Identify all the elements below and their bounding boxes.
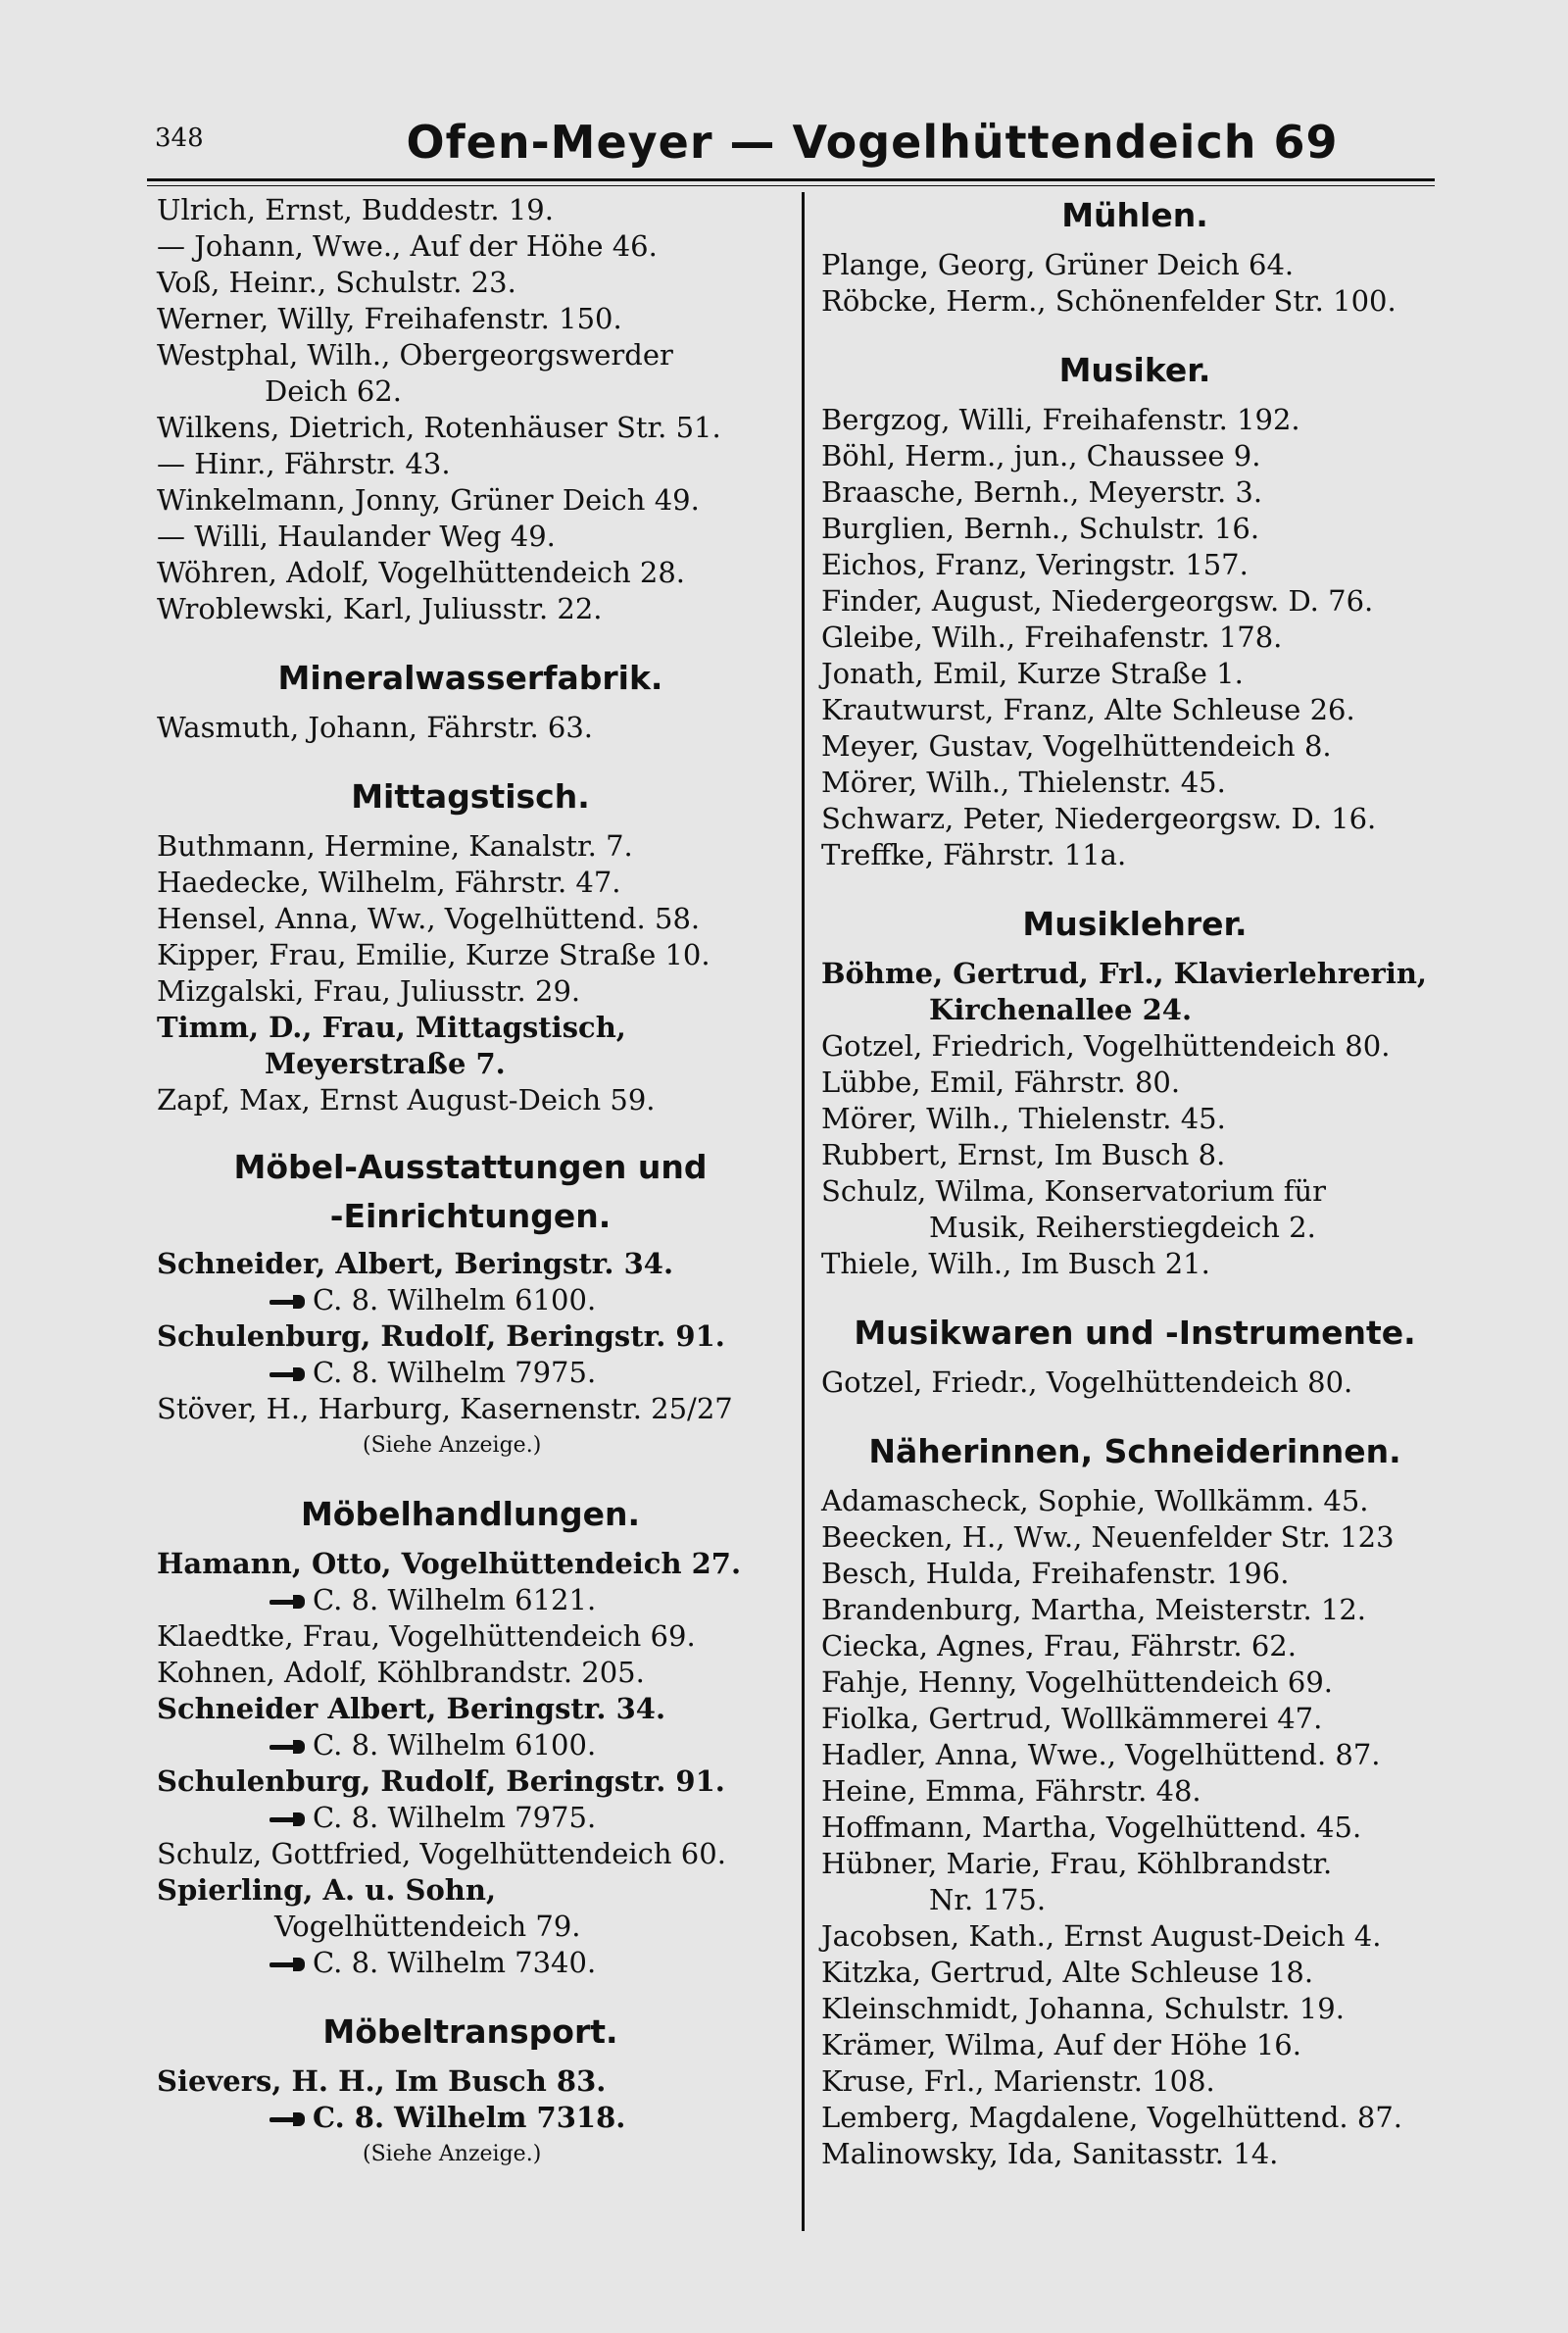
list-item: Timm, D., Frau, Mittagstisch,	[157, 1011, 626, 1044]
list-item-continuation: Deich 62.	[265, 374, 402, 408]
list-item: Haedecke, Wilhelm, Fährstr. 47.	[157, 866, 621, 899]
telephone-icon	[270, 1740, 307, 1754]
list-item: Krautwurst, Franz, Alte Schleuse 26.	[821, 693, 1355, 726]
list-item: Böhme, Gertrud, Frl., Klavierlehrerin,	[821, 957, 1428, 990]
phone-number: C. 8. Wilhelm 7340.	[313, 1946, 597, 1979]
phone-number: C. 8. Wilhelm 6100.	[313, 1728, 597, 1762]
section-heading: Möbeltransport.	[322, 2012, 618, 2051]
list-item-continuation: Kirchenallee 24.	[929, 993, 1193, 1026]
list-item: Kohnen, Adolf, Köhlbrandstr. 205.	[157, 1656, 645, 1689]
list-item: Ciecka, Agnes, Frau, Fährstr. 62.	[821, 1629, 1297, 1663]
header-rule	[147, 178, 1435, 181]
phone-number: C. 8. Wilhelm 7975.	[313, 1801, 597, 1834]
list-item: Jacobsen, Kath., Ernst August-Deich 4.	[821, 1919, 1382, 1953]
phone-number: C. 8. Wilhelm 7975.	[313, 1356, 597, 1389]
list-item: Hadler, Anna, Wwe., Vogelhüttend. 87.	[821, 1738, 1381, 1771]
list-item: Winkelmann, Jonny, Grüner Deich 49.	[157, 483, 700, 517]
list-item: Röbcke, Herm., Schönenfelder Str. 100.	[821, 284, 1396, 318]
phone-line	[157, 1800, 784, 1836]
list-item: Lübbe, Emil, Fährstr. 80.	[821, 1066, 1181, 1099]
list-item: Kipper, Frau, Emilie, Kurze Straße 10.	[157, 938, 710, 971]
header-rule-thin	[147, 185, 1435, 186]
telephone-icon	[270, 2112, 307, 2126]
list-item: Kitzka, Gertrud, Alte Schleuse 18.	[821, 1956, 1314, 1989]
phone-line	[157, 1945, 784, 1981]
left-column	[157, 192, 784, 2172]
list-item-continuation: Vogelhüttendeich 79.	[274, 1910, 581, 1943]
section-heading: Musikwaren und -Instrumente.	[854, 1314, 1416, 1352]
list-item: Malinowsky, Ida, Sanitasstr. 14.	[821, 2137, 1279, 2170]
list-item: Beecken, H., Ww., Neuenfelder Str. 123	[821, 1520, 1395, 1554]
list-item: Schulenburg, Rudolf, Beringstr. 91.	[157, 1764, 725, 1798]
running-head: Ofen-Meyer — Vogelhüttendeich 69	[406, 116, 1339, 169]
phone-number: C. 8. Wilhelm 7318.	[313, 2101, 626, 2134]
list-item: Schulz, Gottfried, Vogelhüttendeich 60.	[157, 1837, 726, 1870]
list-item: Mörer, Wilh., Thielenstr. 45.	[821, 766, 1226, 799]
phone-line	[157, 2100, 784, 2136]
telephone-icon	[270, 1367, 307, 1381]
list-item: Schulenburg, Rudolf, Beringstr. 91.	[157, 1319, 725, 1353]
list-item: Eichos, Franz, Veringstr. 157.	[821, 548, 1249, 581]
section-heading: Näherinnen, Schneiderinnen.	[868, 1432, 1401, 1470]
list-item: Stöver, H., Harburg, Kasernenstr. 25/27	[157, 1392, 733, 1425]
list-item: Besch, Hulda, Freihafenstr. 196.	[821, 1557, 1290, 1590]
list-item: Wöhren, Adolf, Vogelhüttendeich 28.	[157, 556, 685, 589]
section-heading: Musiker.	[1058, 351, 1211, 389]
list-item-continuation: Musik, Reiherstiegdeich 2.	[929, 1211, 1316, 1244]
telephone-icon	[270, 1812, 307, 1826]
list-item: Mörer, Wilh., Thielenstr. 45.	[821, 1102, 1226, 1135]
list-item: Werner, Willy, Freihafenstr. 150.	[157, 302, 622, 335]
list-item: Hoffmann, Martha, Vogelhüttend. 45.	[821, 1811, 1362, 1844]
list-item: Westphal, Wilh., Obergeorgswerder	[157, 338, 673, 372]
phone-line	[157, 1355, 784, 1391]
list-item: Schulz, Wilma, Konservatorium für	[821, 1174, 1327, 1208]
list-item: Krämer, Wilma, Auf der Höhe 16.	[821, 2028, 1301, 2061]
list-item: Gotzel, Friedr., Vogelhüttendeich 80.	[821, 1365, 1353, 1399]
section-heading: Möbel-Ausstattungen und	[233, 1148, 708, 1186]
list-item: — Hinr., Fährstr. 43.	[157, 447, 451, 480]
phone-line	[157, 1282, 784, 1318]
list-item: Hamann, Otto, Vogelhüttendeich 27.	[157, 1547, 742, 1580]
list-item: Schneider Albert, Beringstr. 34.	[157, 1692, 666, 1725]
list-item: Brandenburg, Martha, Meisterstr. 12.	[821, 1593, 1367, 1626]
list-item: Ulrich, Ernst, Buddestr. 19.	[157, 193, 554, 226]
list-item: Kleinschmidt, Johanna, Schulstr. 19.	[821, 1992, 1345, 2025]
list-item: Gleibe, Wilh., Freihafenstr. 178.	[821, 620, 1283, 654]
list-item: Treffke, Fährstr. 11a.	[821, 838, 1127, 871]
list-item: Hensel, Anna, Ww., Vogelhüttend. 58.	[157, 902, 701, 935]
list-item: Jonath, Emil, Kurze Straße 1.	[821, 657, 1244, 690]
list-item: Thiele, Wilh., Im Busch 21.	[821, 1247, 1210, 1280]
list-item: Finder, August, Niedergeorgsw. D. 76.	[821, 584, 1374, 618]
list-item: Burglien, Bernh., Schulstr. 16.	[821, 512, 1260, 545]
see-advert-note: (Siehe Anzeige.)	[363, 2142, 542, 2166]
list-item: Adamascheck, Sophie, Wollkämm. 45.	[821, 1484, 1369, 1517]
section-heading-cont: -Einrichtungen.	[329, 1197, 612, 1235]
list-item: — Johann, Wwe., Auf der Höhe 46.	[157, 229, 658, 263]
phone-number: C. 8. Wilhelm 6121.	[313, 1583, 597, 1616]
telephone-icon	[270, 1595, 307, 1609]
list-item: Buthmann, Hermine, Kanalstr. 7.	[157, 829, 633, 863]
list-item: Klaedtke, Frau, Vogelhüttendeich 69.	[157, 1619, 696, 1653]
list-item: Spierling, A. u. Sohn,	[157, 1873, 497, 1907]
column-divider	[802, 192, 805, 2231]
section-heading: Möbelhandlungen.	[300, 1495, 641, 1533]
list-item-continuation: Meyerstraße 7.	[265, 1047, 506, 1080]
list-item: Sievers, H. H., Im Busch 83.	[157, 2064, 607, 2098]
section-heading: Mühlen.	[1061, 196, 1208, 234]
list-item: Hübner, Marie, Frau, Köhlbrandstr.	[821, 1847, 1333, 1880]
list-item: Rubbert, Ernst, Im Busch 8.	[821, 1138, 1226, 1171]
telephone-icon	[270, 1958, 307, 1971]
list-item: Braasche, Bernh., Meyerstr. 3.	[821, 475, 1263, 509]
list-item: Bergzog, Willi, Freihafenstr. 192.	[821, 403, 1300, 436]
page-number: 348	[155, 124, 204, 153]
list-item: Kruse, Frl., Marienstr. 108.	[821, 2064, 1215, 2098]
section-heading: Mineralwasserfabrik.	[277, 659, 663, 697]
phone-line	[157, 1727, 784, 1763]
list-item: Wilkens, Dietrich, Rotenhäuser Str. 51.	[157, 411, 721, 444]
list-item: Wasmuth, Johann, Fährstr. 63.	[157, 711, 593, 744]
section-heading: Mittagstisch.	[351, 777, 590, 816]
section-heading: Musiklehrer.	[1022, 905, 1248, 943]
telephone-icon	[270, 1295, 307, 1309]
list-item: Lemberg, Magdalene, Vogelhüttend. 87.	[821, 2101, 1402, 2134]
list-item: Gotzel, Friedrich, Vogelhüttendeich 80.	[821, 1029, 1391, 1063]
list-item: Plange, Georg, Grüner Deich 64.	[821, 248, 1295, 281]
list-item: Voß, Heinr., Schulstr. 23.	[157, 266, 516, 299]
list-item: Heine, Emma, Fährstr. 48.	[821, 1774, 1201, 1808]
phone-number: C. 8. Wilhelm 6100.	[313, 1283, 597, 1316]
list-item: — Willi, Haulander Weg 49.	[157, 520, 556, 553]
list-item: Schwarz, Peter, Niedergeorgsw. D. 16.	[821, 802, 1377, 835]
page-header	[147, 116, 1441, 174]
right-column	[821, 192, 1448, 2172]
list-item: Mizgalski, Frau, Juliusstr. 29.	[157, 974, 581, 1008]
list-item: Böhl, Herm., jun., Chaussee 9.	[821, 439, 1261, 472]
list-item: Zapf, Max, Ernst August-Deich 59.	[157, 1083, 656, 1117]
list-item: Schneider, Albert, Beringstr. 34.	[157, 1247, 674, 1280]
list-item: Fahje, Henny, Vogelhüttendeich 69.	[821, 1665, 1333, 1699]
list-item: Meyer, Gustav, Vogelhüttendeich 8.	[821, 729, 1332, 763]
see-advert-note: (Siehe Anzeige.)	[363, 1433, 542, 1458]
list-item-continuation: Nr. 175.	[929, 1883, 1047, 1916]
phone-line	[157, 1582, 784, 1618]
list-item: Wroblewski, Karl, Juliusstr. 22.	[157, 592, 603, 625]
list-item: Fiolka, Gertrud, Wollkämmerei 47.	[821, 1702, 1323, 1735]
